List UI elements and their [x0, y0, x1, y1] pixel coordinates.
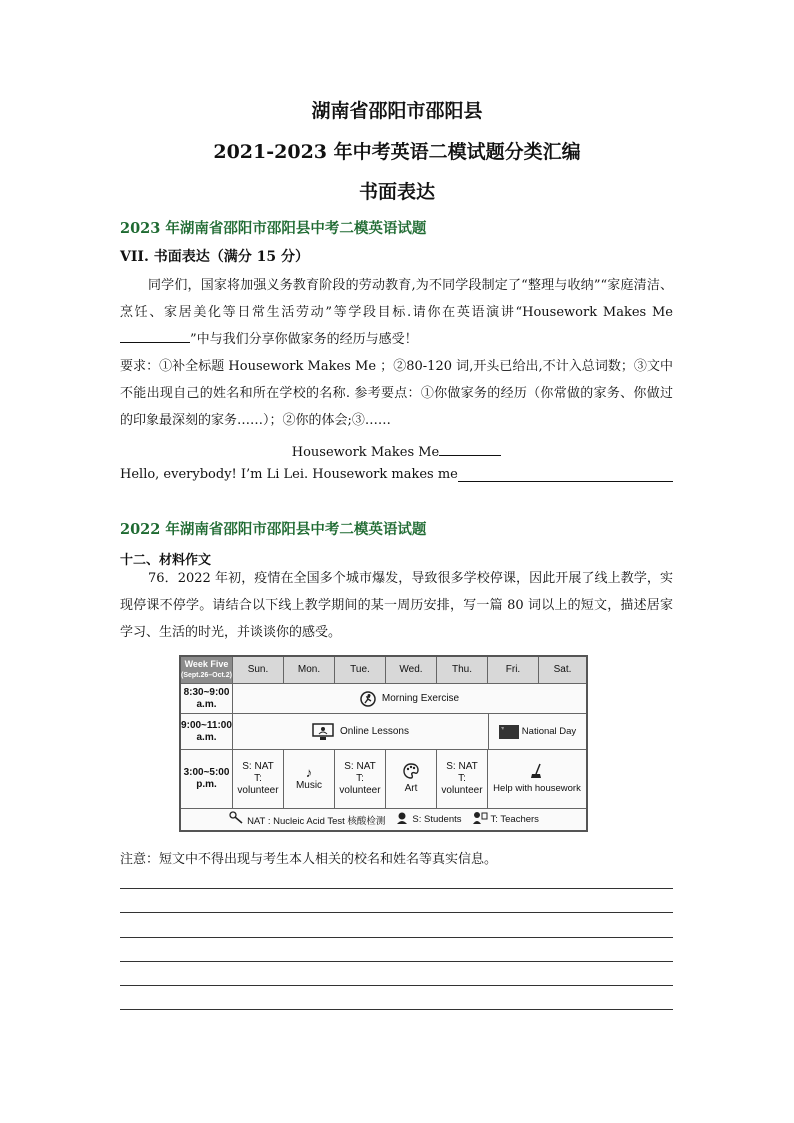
day-fri: Fri. — [488, 657, 539, 684]
wed-afternoon-cell — [386, 750, 437, 809]
time2: 9:00~11:00 — [181, 719, 232, 731]
flag-icon — [499, 725, 519, 739]
national-day-label: National Day — [521, 725, 577, 737]
writing-line — [120, 888, 673, 889]
section-2022-heading: 2022 年湖南省邵阳市邵阳县中考二模英语试题 — [120, 521, 427, 538]
running-icon — [360, 691, 376, 707]
day-mon: Mon. — [284, 657, 335, 684]
week-schedule-table — [179, 655, 588, 832]
housework-label: Help with housework — [493, 783, 581, 794]
palette-icon — [403, 763, 419, 783]
intro-text-a: 同学们，国家将加强义务教育阶段的劳动教育,为不同学段制定了“整理与收纳”“家庭清洁、烹饪、家居美化等日常生活劳动”等学段目标.请你在英语演讲“Housework Makes Me — [120, 278, 673, 320]
national-day-cell — [489, 714, 586, 750]
writing-line — [120, 961, 673, 962]
schedule-legend — [181, 809, 586, 830]
time3: 3:00~5:00 — [183, 767, 230, 778]
week-dates: (Sept.26–Oct.2) — [181, 672, 232, 679]
tue-nat: S: NAT — [344, 761, 376, 772]
online-lessons-label: Online Lessons — [340, 725, 409, 737]
section-2022-note: 注意：短文中不得出现与考生本人相关的校名和姓名等真实信息。 — [120, 852, 498, 867]
writing-line — [120, 985, 673, 986]
music-icon: ♪ — [305, 765, 313, 780]
time-slot-morning — [181, 684, 233, 714]
time-slot-lessons — [181, 714, 233, 750]
section-2023-requirements: 要求：①补全标题 Housework Makes Me ；②80-120 词,开头已给出,不计入总词数；③文中不能出现自己的姓名和所在学校的名称. 参考要点：①你做家务的经历（你常做的家务、你做过的印象最深刻的家务……）；②你的体会;③…… — [120, 359, 673, 428]
time-slot-afternoon — [181, 750, 233, 809]
morning-exercise-cell — [233, 684, 586, 714]
time1: 8:30~9:00 — [183, 686, 230, 698]
day-wed: Wed. — [386, 657, 437, 684]
legend-teachers — [472, 811, 539, 828]
weekend-afternoon-cell — [488, 750, 586, 809]
legend-nat-text: NAT : Nucleic Acid Test 核酸检测 — [247, 815, 386, 827]
time2b: a.m. — [196, 731, 217, 743]
title-blank — [120, 328, 190, 343]
legend-students — [395, 811, 461, 828]
section-2023-intro — [120, 273, 673, 353]
writing-line — [120, 912, 673, 913]
day-tue: Tue. — [335, 657, 386, 684]
sun-nat: S: NAT — [242, 761, 274, 772]
tue-afternoon-cell — [335, 750, 386, 809]
essay-title-line — [120, 441, 673, 460]
tue-volunteer: T: volunteer — [339, 773, 381, 796]
mon-afternoon-cell — [284, 750, 335, 809]
day-thu: Thu. — [437, 657, 488, 684]
sun-afternoon-cell — [233, 750, 284, 809]
writing-line — [120, 937, 673, 938]
week-label: Week Five — [184, 659, 229, 669]
section-2023-heading: 2023 年湖南省邵阳市邵阳县中考二模英语试题 — [120, 220, 427, 237]
doc-title-series: 2021-2023 年中考英语二模试题分类汇编 — [213, 141, 581, 163]
sun-volunteer: T: volunteer — [237, 773, 279, 796]
doc-title-topic: 书面表达 — [358, 181, 435, 203]
writing-line — [120, 1009, 673, 1010]
swab-icon — [228, 811, 244, 828]
intro-text-b: ”中与我们分享你做家务的经历与感受！ — [190, 331, 418, 347]
student-icon — [395, 811, 409, 828]
essay-title: Housework Makes Me — [291, 445, 440, 460]
time3b: p.m. — [196, 779, 217, 790]
legend-teachers-text: T: Teachers — [490, 814, 539, 825]
essay-title-blank — [439, 441, 501, 456]
thu-afternoon-cell — [437, 750, 488, 809]
computer-icon — [312, 723, 334, 741]
doc-title-region: 湖南省邵阳市邵阳县 — [311, 100, 483, 122]
legend-nat — [228, 811, 385, 828]
section-2022-prompt: 76．2022 年初，疫情在全国多个城市爆发，导致很多学校停课，因此开展了线上教学，实现停课不停学。请结合以下线上教学期间的某一周历安排，写一篇 80 词以上的短文，描述居家学习、生活的时光，并谈谈你的感受。 — [120, 571, 673, 640]
essay-opening-line — [120, 467, 673, 482]
week-label-cell — [181, 657, 233, 684]
section-2023-part-title: VII. 书面表达（满分 15 分） — [120, 249, 309, 265]
teacher-icon — [472, 811, 488, 828]
morning-exercise-label: Morning Exercise — [381, 692, 460, 704]
essay-opening: Hello, everybody! I’m Li Lei. Housework makes me — [120, 467, 458, 482]
cleaning-icon — [528, 763, 546, 783]
wed-art: Art — [404, 783, 418, 794]
mon-music: Music — [295, 780, 323, 791]
legend-students-text: S: Students — [412, 814, 462, 825]
online-lessons-cell — [233, 714, 489, 750]
thu-nat: S: NAT — [446, 761, 478, 772]
day-sun: Sun. — [233, 657, 284, 684]
thu-volunteer: T: volunteer — [441, 773, 483, 796]
section-2022-part-title: 十二、材料作文 — [120, 553, 212, 568]
time1b: a.m. — [196, 698, 217, 710]
day-sat: Sat. — [539, 657, 586, 684]
essay-opening-blank — [458, 467, 673, 482]
